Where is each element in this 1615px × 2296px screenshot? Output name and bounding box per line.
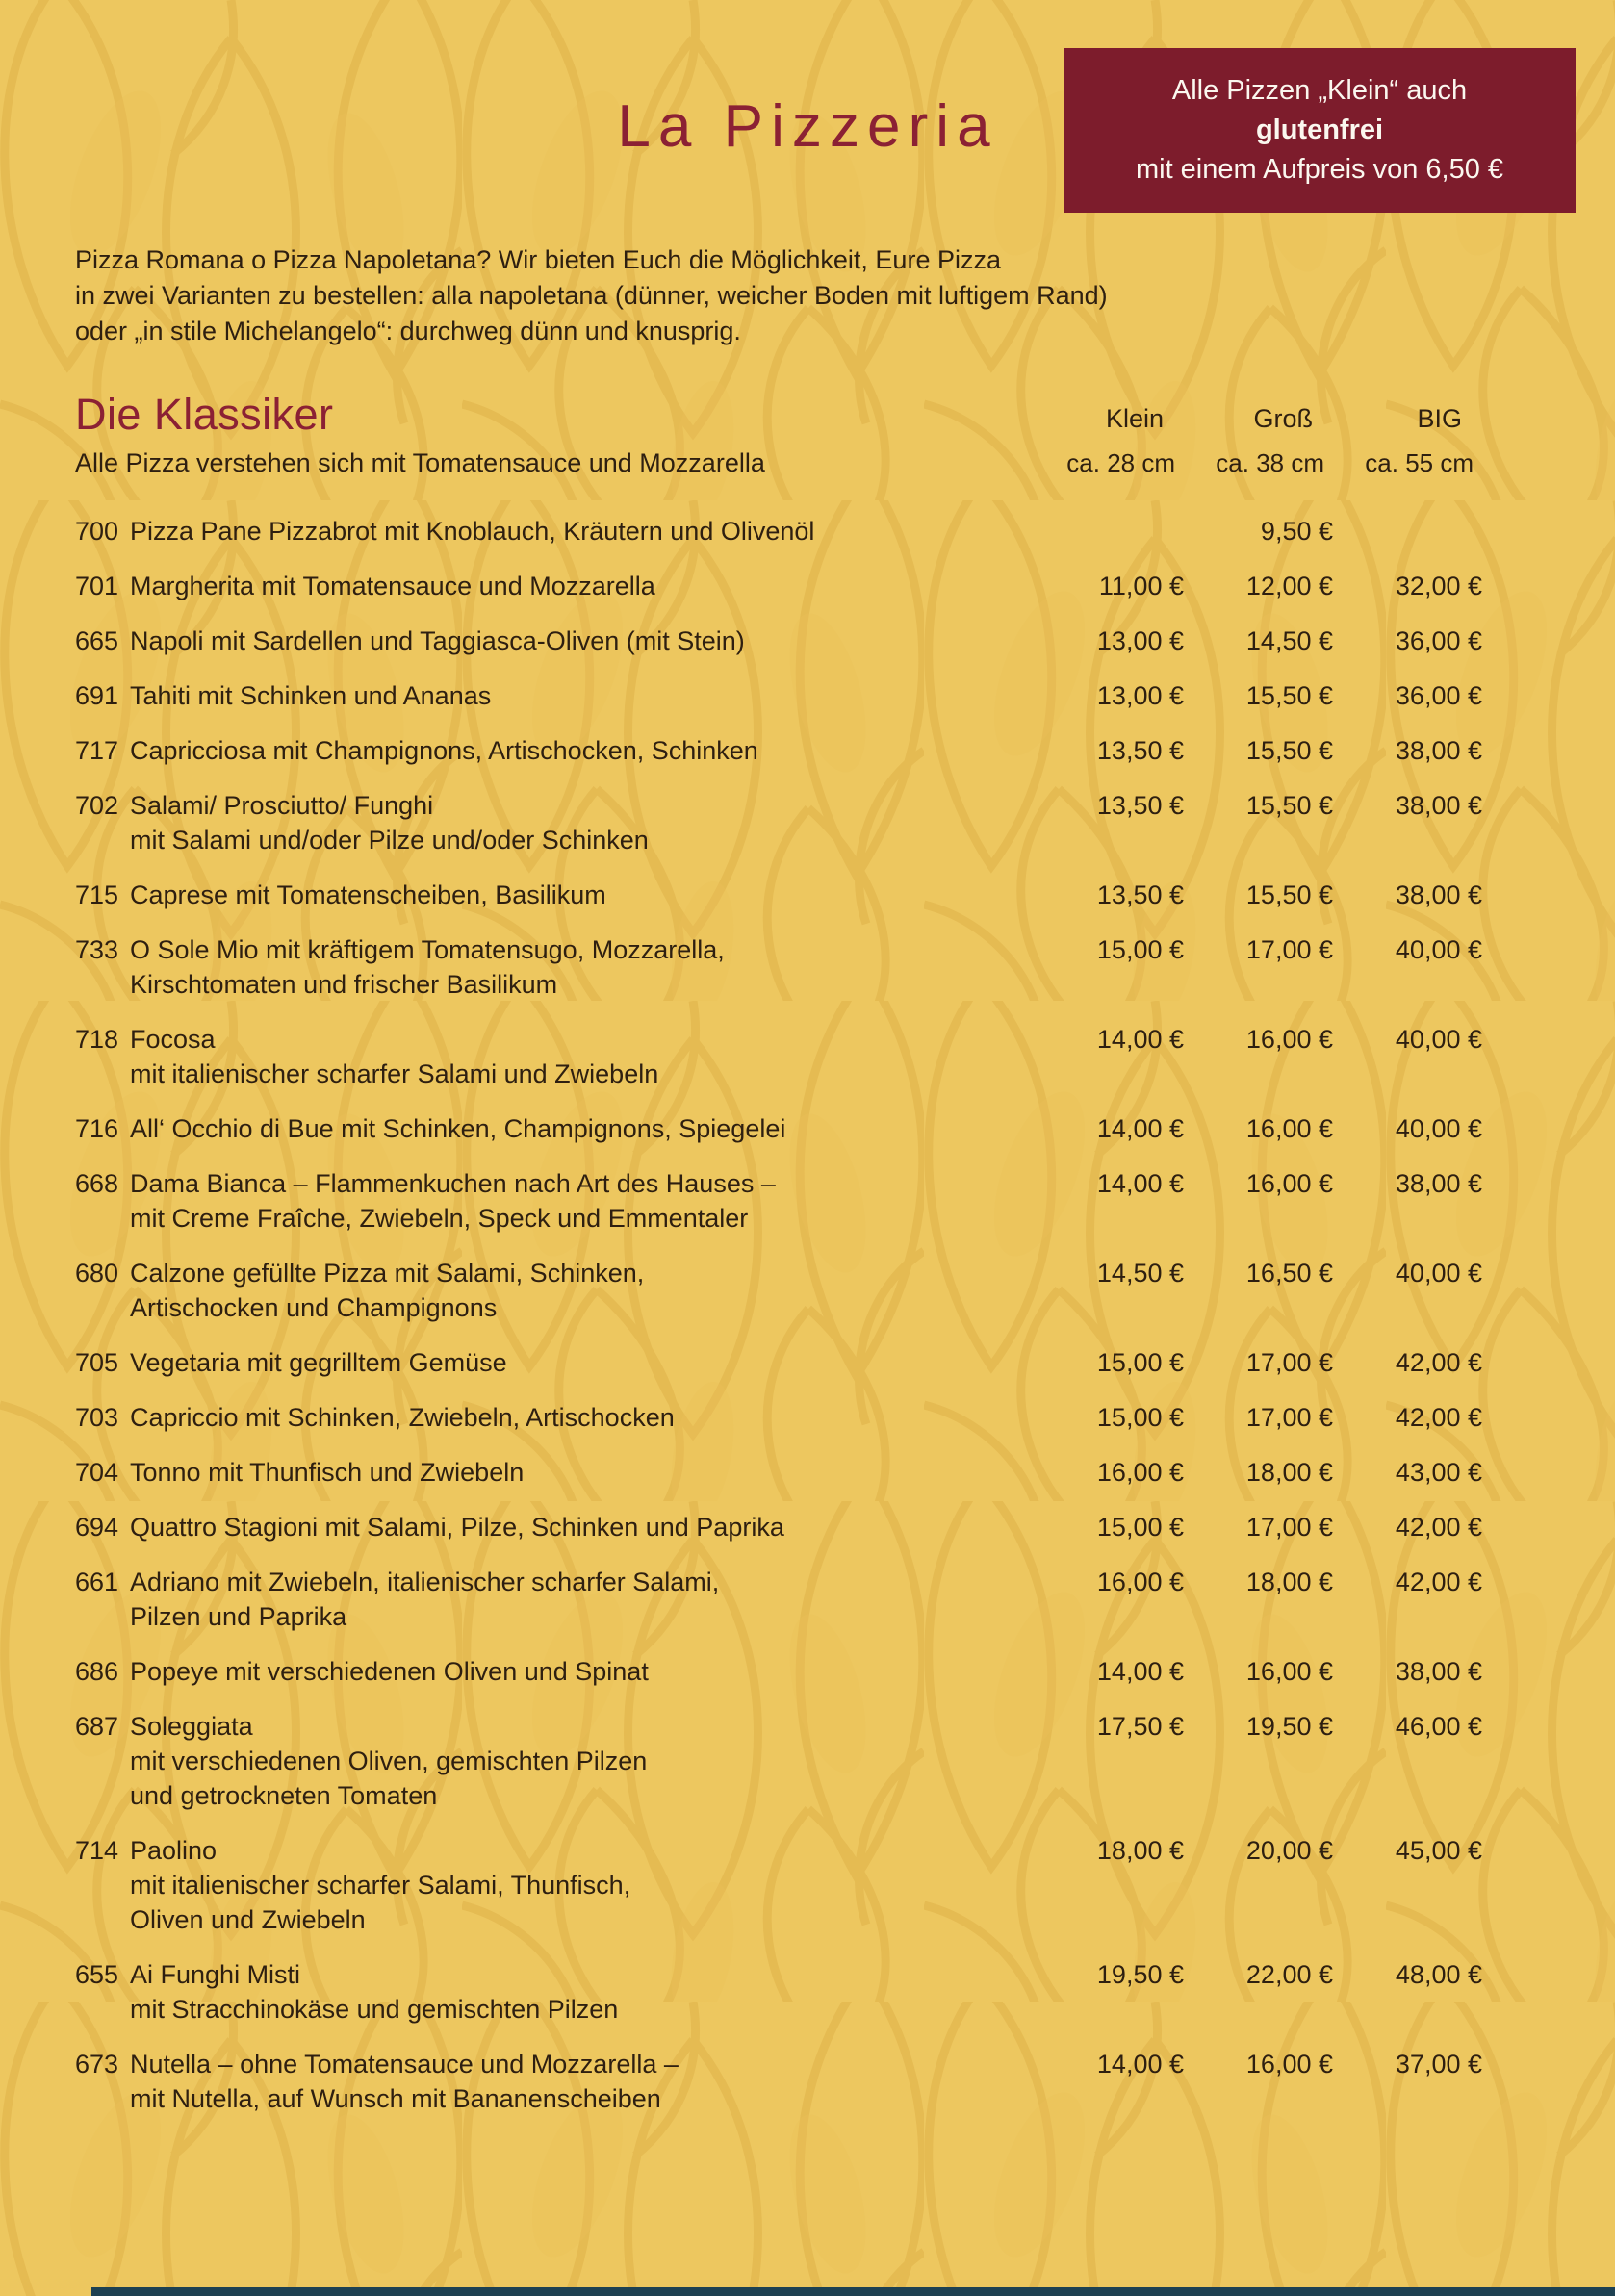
item-description — [130, 1345, 1020, 1380]
price-klein: 13,50 € — [1096, 880, 1184, 909]
menu-item-row — [75, 932, 1487, 1002]
price-gross: 17,00 € — [1245, 1348, 1333, 1377]
item-description-line: Nutella – ohne Tomatensauce und Mozzarella – — [130, 2050, 679, 2079]
price-big: 42,00 € — [1395, 1513, 1482, 1542]
menu-item-row — [75, 733, 1487, 768]
size-label-gross: ca. 38 cm — [1216, 448, 1324, 477]
item-description-line: Caprese mit Tomatenscheiben, Basilikum — [130, 880, 606, 909]
price-big: 32,00 € — [1395, 572, 1482, 600]
item-description — [130, 1957, 1020, 2027]
price-gross: 17,00 € — [1245, 1403, 1333, 1432]
price-gross: 15,50 € — [1245, 736, 1333, 765]
item-description-line: mit verschiedenen Oliven, gemischten Pilzen — [130, 1747, 648, 1775]
price-big: 36,00 € — [1395, 626, 1482, 655]
item-description-line: Pilzen und Paprika — [130, 1602, 347, 1631]
item-description — [130, 1654, 1020, 1689]
item-number: 655 — [75, 1960, 119, 1989]
item-description — [130, 514, 1020, 548]
menu-item-row — [75, 1166, 1487, 1236]
badge-line-1: Alle Pizzen „Klein“ auch — [1171, 75, 1468, 106]
price-gross: 22,00 € — [1245, 1960, 1333, 1989]
item-description-line: Pizza Pane Pizzabrot mit Knoblauch, Kräutern und Olivenöl — [130, 517, 815, 546]
item-description-line: mit Stracchinokäse und gemischten Pilzen — [130, 1995, 619, 2024]
price-gross: 9,50 € — [1260, 517, 1333, 546]
intro-line-3: oder „in stile Michelangelo“: durchweg dünn und knusprig. — [75, 317, 741, 345]
item-number: 704 — [75, 1458, 119, 1487]
menu-item-row — [75, 1256, 1487, 1325]
section-subtitle-row — [75, 446, 1487, 479]
menu-item-row — [75, 1400, 1487, 1435]
item-description — [130, 788, 1020, 857]
price-klein: 15,00 € — [1096, 935, 1184, 964]
item-number: 691 — [75, 681, 119, 710]
menu-item-row — [75, 624, 1487, 658]
item-description — [130, 1166, 1020, 1236]
price-gross: 12,00 € — [1245, 572, 1333, 600]
price-klein: 16,00 € — [1096, 1458, 1184, 1487]
price-big: 38,00 € — [1395, 880, 1482, 909]
item-description-line: All‘ Occhio di Bue mit Schinken, Champignons, Spiegelei — [130, 1114, 786, 1143]
menu-item-row — [75, 2047, 1487, 2116]
price-gross: 16,50 € — [1245, 1259, 1333, 1288]
menu-item-row — [75, 788, 1487, 857]
price-big: 45,00 € — [1395, 1836, 1482, 1865]
item-description-line: Capricciosa mit Champignons, Artischocken, Schinken — [130, 736, 758, 765]
item-number: 694 — [75, 1513, 119, 1542]
price-big: 40,00 € — [1395, 1114, 1482, 1143]
menu-item-row — [75, 569, 1487, 603]
price-big: 46,00 € — [1395, 1712, 1482, 1741]
item-description — [130, 1833, 1020, 1937]
item-description-line: O Sole Mio mit kräftigem Tomatensugo, Mozzarella, — [130, 935, 725, 964]
price-klein: 18,00 € — [1096, 1836, 1184, 1865]
price-klein: 15,00 € — [1096, 1348, 1184, 1377]
price-big: 48,00 € — [1395, 1960, 1482, 1989]
item-description-line: mit Salami und/oder Pilze und/oder Schinken — [130, 826, 649, 855]
item-number: 673 — [75, 2050, 119, 2079]
price-big: 38,00 € — [1395, 1657, 1482, 1686]
item-number: 718 — [75, 1025, 119, 1054]
item-description-line: und getrockneten Tomaten — [130, 1781, 438, 1810]
column-header-klein: Klein — [1105, 404, 1164, 433]
price-gross: 19,50 € — [1245, 1712, 1333, 1741]
item-number: 700 — [75, 517, 119, 546]
item-description — [130, 1400, 1020, 1435]
price-gross: 15,50 € — [1245, 791, 1333, 820]
column-header-gross: Groß — [1253, 404, 1313, 433]
menu-content — [75, 0, 1487, 2136]
item-description-line: Kirschtomaten und frischer Basilikum — [130, 970, 558, 999]
menu-item-row — [75, 1111, 1487, 1146]
item-description — [130, 1022, 1020, 1091]
item-description-line: Popeye mit verschiedenen Oliven und Spinat — [130, 1657, 649, 1686]
menu-item-row — [75, 878, 1487, 912]
item-description-line: Artischocken und Champignons — [130, 1293, 498, 1322]
menu-item-row — [75, 1654, 1487, 1689]
item-description-line: mit Nutella, auf Wunsch mit Bananenscheiben — [130, 2084, 661, 2113]
price-klein: 14,00 € — [1096, 2050, 1184, 2079]
item-number: 686 — [75, 1657, 119, 1686]
menu-item-row — [75, 678, 1487, 713]
price-big: 36,00 € — [1395, 681, 1482, 710]
price-gross: 20,00 € — [1245, 1836, 1333, 1865]
price-big: 37,00 € — [1395, 2050, 1482, 2079]
price-klein: 16,00 € — [1096, 1568, 1184, 1596]
badge-line-glutenfrei: glutenfrei — [1255, 115, 1384, 145]
price-klein: 14,00 € — [1096, 1169, 1184, 1198]
item-number: 668 — [75, 1169, 119, 1198]
item-description — [130, 678, 1020, 713]
price-big: 38,00 € — [1395, 1169, 1482, 1198]
item-description-line: Paolino — [130, 1836, 218, 1865]
item-description-line: Margherita mit Tomatensauce und Mozzarella — [130, 572, 655, 600]
menu-item-row — [75, 1957, 1487, 2027]
item-description-line: Quattro Stagioni mit Salami, Pilze, Schinken und Paprika — [130, 1513, 784, 1542]
item-description — [130, 733, 1020, 768]
section-subtitle: Alle Pizza verstehen sich mit Tomatensauce und Mozzarella — [75, 448, 765, 477]
item-number: 661 — [75, 1568, 119, 1596]
item-description-line: Ai Funghi Misti — [130, 1960, 301, 1989]
menu-items-list — [75, 514, 1487, 2116]
item-number: 665 — [75, 626, 119, 655]
item-number: 680 — [75, 1259, 119, 1288]
price-klein: 19,50 € — [1096, 1960, 1184, 1989]
price-gross: 15,50 € — [1245, 880, 1333, 909]
price-gross: 16,00 € — [1245, 1169, 1333, 1198]
price-klein: 13,50 € — [1096, 791, 1184, 820]
glutenfree-badge — [1064, 48, 1576, 213]
menu-item-row — [75, 514, 1487, 548]
price-klein: 15,00 € — [1096, 1403, 1184, 1432]
item-description-line: Dama Bianca – Flammenkuchen nach Art des Hauses – — [130, 1169, 776, 1198]
item-description-line: mit italienischer scharfer Salami, Thunfisch, — [130, 1871, 631, 1900]
price-klein: 13,00 € — [1096, 681, 1184, 710]
price-klein: 17,50 € — [1096, 1712, 1184, 1741]
price-gross: 18,00 € — [1245, 1458, 1333, 1487]
menu-item-row — [75, 1455, 1487, 1490]
price-gross: 16,00 € — [1245, 1025, 1333, 1054]
item-description — [130, 1455, 1020, 1490]
item-description — [130, 932, 1020, 1002]
item-description-line: Napoli mit Sardellen und Taggiasca-Oliven (mit Stein) — [130, 626, 745, 655]
item-description-line: Calzone gefüllte Pizza mit Salami, Schinken, — [130, 1259, 645, 1288]
size-label-klein: ca. 28 cm — [1066, 448, 1175, 477]
item-number: 701 — [75, 572, 119, 600]
price-klein: 14,00 € — [1096, 1657, 1184, 1686]
item-description-line: Oliven und Zwiebeln — [130, 1905, 366, 1934]
menu-item-row — [75, 1833, 1487, 1937]
price-gross: 16,00 € — [1245, 1657, 1333, 1686]
badge-line-3: mit einem Aufpreis von 6,50 € — [1135, 154, 1504, 185]
item-number: 714 — [75, 1836, 119, 1865]
price-gross: 14,50 € — [1245, 626, 1333, 655]
price-klein: 15,00 € — [1096, 1513, 1184, 1542]
price-gross: 18,00 € — [1245, 1568, 1333, 1596]
price-big: 40,00 € — [1395, 1259, 1482, 1288]
price-gross: 17,00 € — [1245, 1513, 1333, 1542]
price-klein: 13,50 € — [1096, 736, 1184, 765]
item-description — [130, 1565, 1020, 1634]
menu-item-row — [75, 1565, 1487, 1634]
intro-line-2: in zwei Varianten zu bestellen: alla napoletana (dünner, weicher Boden mit luftigem Rand) — [75, 281, 1108, 310]
price-big: 38,00 € — [1395, 791, 1482, 820]
item-description — [130, 1510, 1020, 1544]
item-description — [130, 878, 1020, 912]
item-description-line: Vegetaria mit gegrilltem Gemüse — [130, 1348, 507, 1377]
intro-line-1: Pizza Romana o Pizza Napoletana? Wir bieten Euch die Möglichkeit, Eure Pizza — [75, 245, 1001, 274]
price-gross: 16,00 € — [1245, 2050, 1333, 2079]
menu-item-row — [75, 1510, 1487, 1544]
price-gross: 15,50 € — [1245, 681, 1333, 710]
item-number: 703 — [75, 1403, 119, 1432]
item-description-line: Tonno mit Thunfisch und Zwiebeln — [130, 1458, 525, 1487]
item-description — [130, 1111, 1020, 1146]
menu-item-row — [75, 1709, 1487, 1813]
item-number: 717 — [75, 736, 119, 765]
price-klein: 11,00 € — [1098, 572, 1184, 600]
item-description-line: Adriano mit Zwiebeln, italienischer scharfer Salami, — [130, 1568, 720, 1596]
price-klein: 14,50 € — [1096, 1259, 1184, 1288]
item-description-line: Focosa — [130, 1025, 216, 1054]
item-description — [130, 1709, 1020, 1813]
section-header-row — [75, 392, 1487, 438]
page-title: La Pizzeria — [617, 93, 998, 160]
price-big: 40,00 € — [1395, 1025, 1482, 1054]
section-heading: Die Klassiker — [75, 390, 334, 439]
item-description-line: mit italienischer scharfer Salami und Zwiebeln — [130, 1059, 659, 1088]
item-number: 687 — [75, 1712, 119, 1741]
menu-item-row — [75, 1022, 1487, 1091]
price-big: 42,00 € — [1395, 1348, 1482, 1377]
price-big: 40,00 € — [1395, 935, 1482, 964]
price-klein: 14,00 € — [1096, 1025, 1184, 1054]
price-big: 42,00 € — [1395, 1403, 1482, 1432]
item-number: 733 — [75, 935, 119, 964]
item-number: 702 — [75, 791, 119, 820]
item-number: 716 — [75, 1114, 119, 1143]
item-description — [130, 569, 1020, 603]
price-big: 43,00 € — [1395, 1458, 1482, 1487]
item-description — [130, 1256, 1020, 1325]
price-klein: 13,00 € — [1096, 626, 1184, 655]
item-description-line: Soleggiata — [130, 1712, 253, 1741]
price-gross: 17,00 € — [1245, 935, 1333, 964]
price-gross: 16,00 € — [1245, 1114, 1333, 1143]
price-klein: 14,00 € — [1096, 1114, 1184, 1143]
item-description-line: Salami/ Prosciutto/ Funghi — [130, 791, 434, 820]
item-description — [130, 624, 1020, 658]
price-big: 38,00 € — [1395, 736, 1482, 765]
item-description-line: mit Creme Fraîche, Zwiebeln, Speck und Emmentaler — [130, 1204, 749, 1233]
size-label-big: ca. 55 cm — [1365, 448, 1474, 477]
item-description — [130, 2047, 1020, 2116]
item-number: 705 — [75, 1348, 119, 1377]
menu-item-row — [75, 1345, 1487, 1380]
price-big: 42,00 € — [1395, 1568, 1482, 1596]
bottom-accent-bar — [91, 2287, 1615, 2296]
item-description-line: Tahiti mit Schinken und Ananas — [130, 681, 492, 710]
item-number: 715 — [75, 880, 119, 909]
item-description-line: Capriccio mit Schinken, Zwiebeln, Artischocken — [130, 1403, 675, 1432]
column-header-big: BIG — [1417, 404, 1462, 433]
